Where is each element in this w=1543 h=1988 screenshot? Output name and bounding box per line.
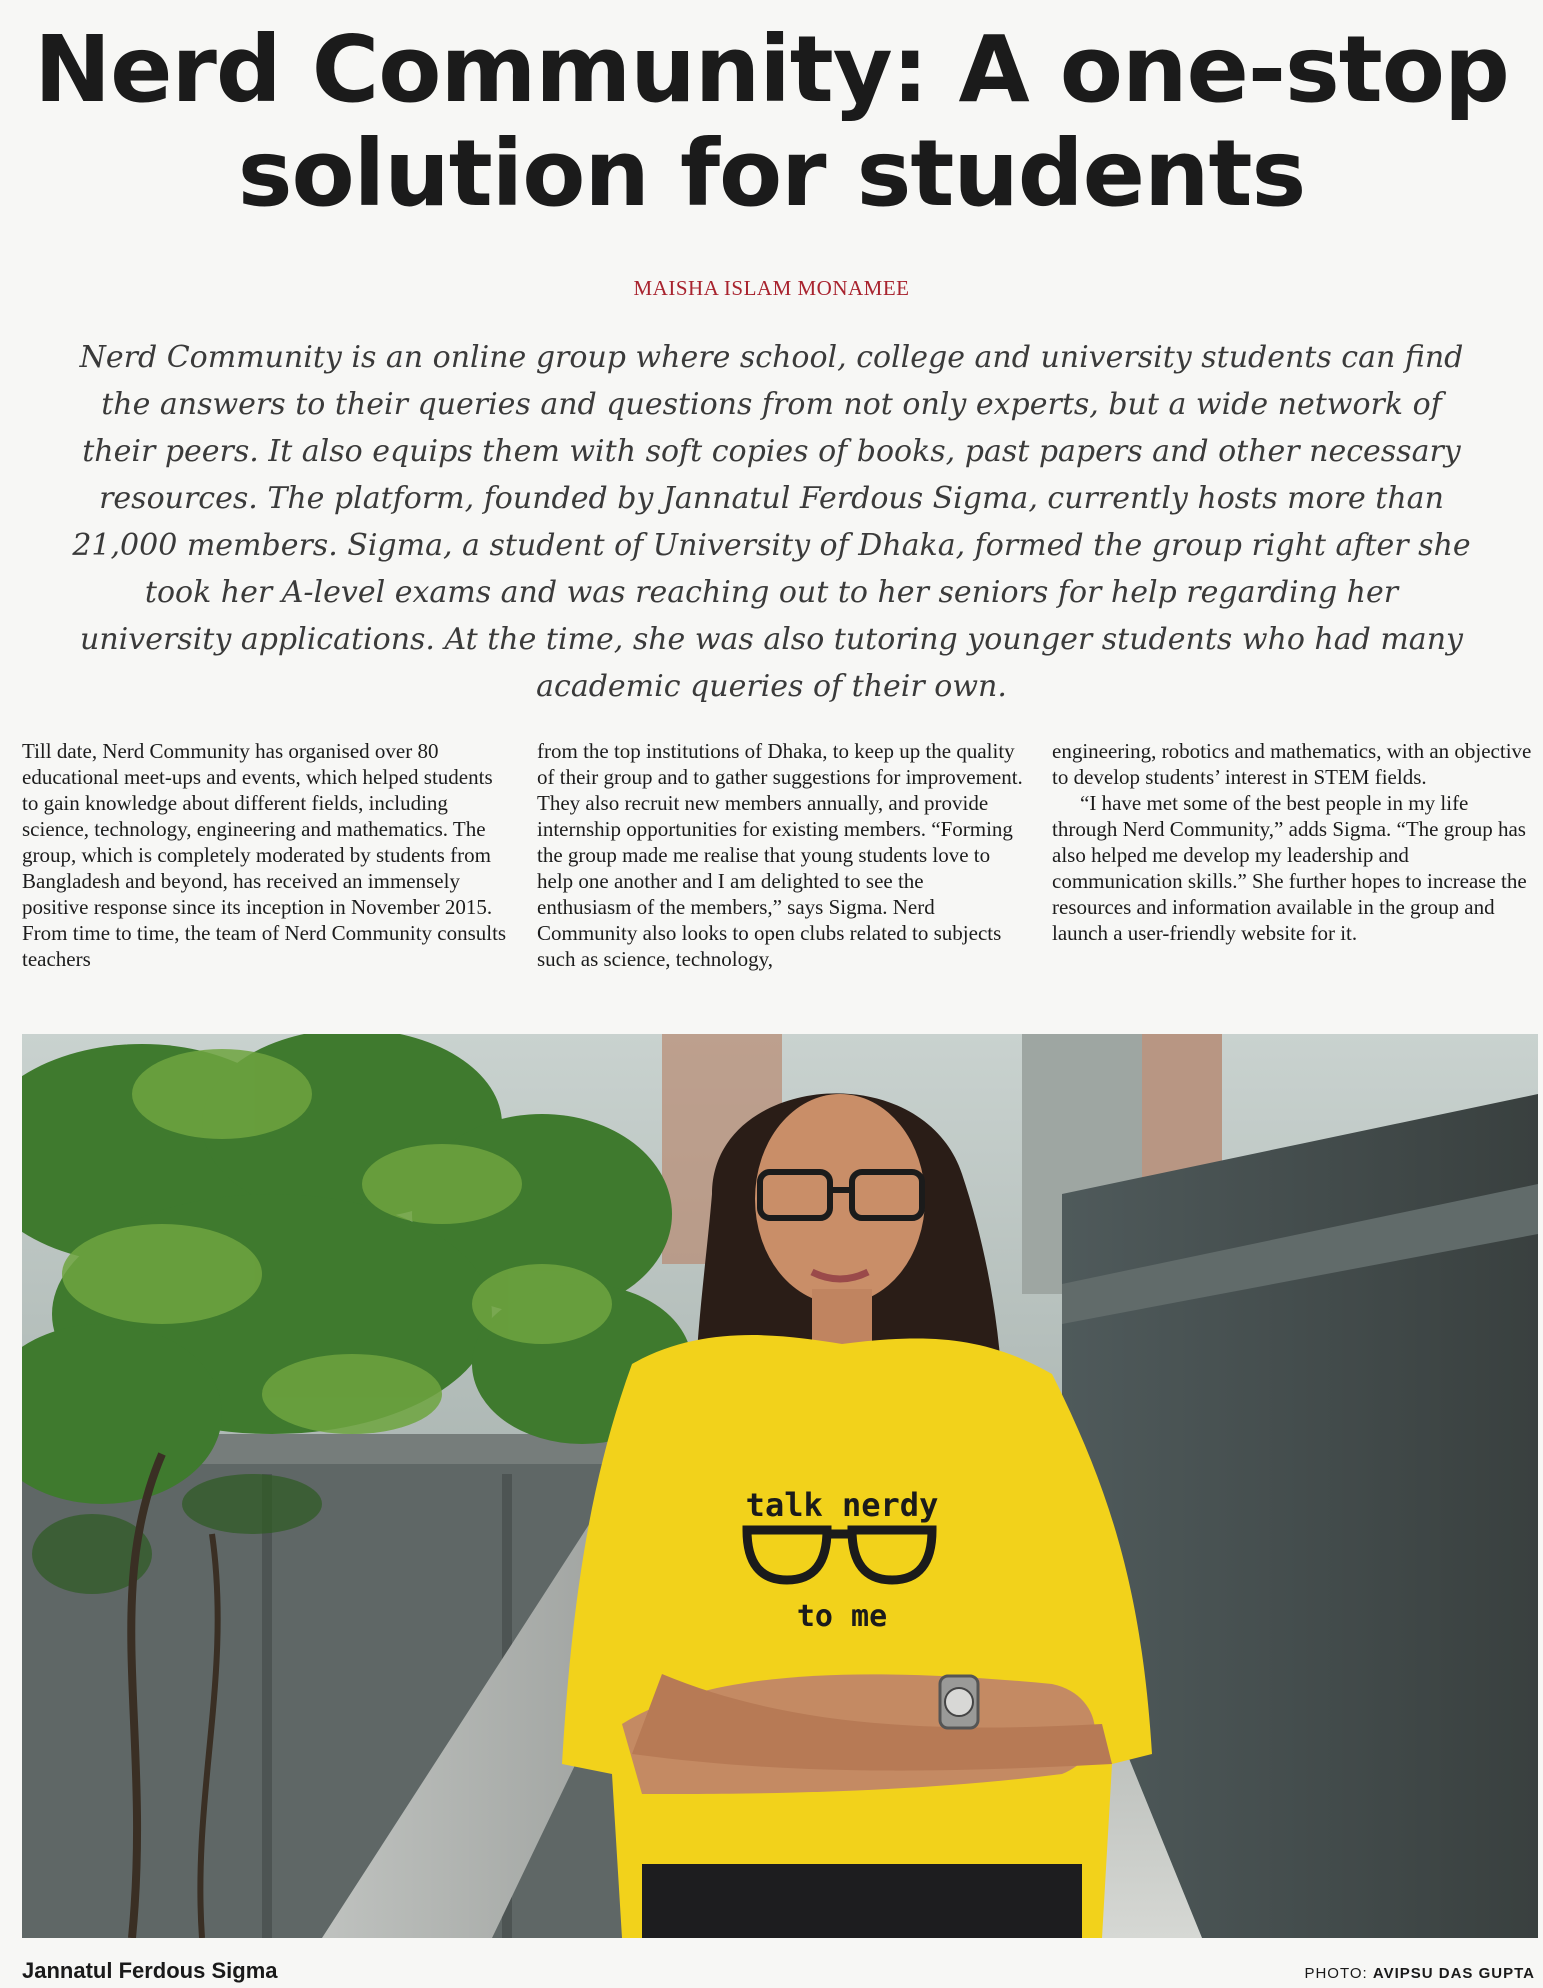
- byline: MAISHA ISLAM MONAMEE: [633, 276, 910, 300]
- photo-credit-name: AVIPSU DAS GUPTA: [1372, 1965, 1535, 1982]
- column-1-text: Till date, Nerd Community has organised over 80 educational meet-ups and events, which helped students to gain knowledge about different fields, including science, technology, engineering and mathematics. The group, which is completely moderated by students from Bangladesh and beyond, has received an immensely positive response since its inception in November 2015. From time to time, the team of Nerd Community consults teachers: [22, 739, 507, 971]
- photo-credit-label: PHOTO:: [1304, 1965, 1368, 1982]
- standfirst: Nerd Community is an online group where school, college and university students can find the answers to their queries and questions from not only experts, but a wide network of their peers. It also equips them with soft copies of books, past papers and other necessary resources. The platform, founded by Jannatul Ferdous Sigma, currently hosts more than 21,000 members. Sigma, a student of University of Dhaka, formed the group right after she took her A-level exams and was reaching out to her seniors for help regarding her university applications. At the time, she was also tutoring younger students who had many academic queries of their own.: [72, 340, 1471, 704]
- photo-caption: Jannatul Ferdous Sigma: [22, 1958, 278, 1983]
- photo-credit: [1304, 1965, 1535, 1982]
- headline-line-1: Nerd Community: A one-stop: [34, 16, 1509, 123]
- shirt-text-top: talk nerdy: [745, 1486, 939, 1524]
- portrait-photo: [22, 1034, 1538, 1938]
- column-2: [537, 738, 1023, 972]
- headline: [0, 18, 1543, 226]
- column-1: [22, 738, 508, 972]
- column-3-paragraph-1: engineering, robotics and mathematics, with an objective to develop students’ interest in STEM fields.: [1052, 739, 1532, 789]
- column-3-paragraph-2: “I have met some of the best people in my life through Nerd Community,” adds Sigma. “The group has also helped me develop my leadership and communication skills.” She further hopes to increase the resources and information available in the group and launch a user-friendly website for it.: [1052, 791, 1527, 945]
- column-3: [1052, 738, 1538, 972]
- photo-illustration: [22, 1034, 1538, 1938]
- headline-line-2: solution for students: [237, 120, 1306, 227]
- body-columns: [22, 738, 1538, 972]
- column-2-text: from the top institutions of Dhaka, to keep up the quality of their group and to gather suggestions for improvement. They also recruit new members annually, and provide internship opportunities for existing members. “Forming the group made me realise that young students love to help one another and I am delighted to see the enthusiasm of the members,” says Sigma. Nerd Community also looks to open clubs related to subjects such as science, technology,: [537, 739, 1023, 971]
- shirt-text-bottom: to me: [796, 1599, 888, 1634]
